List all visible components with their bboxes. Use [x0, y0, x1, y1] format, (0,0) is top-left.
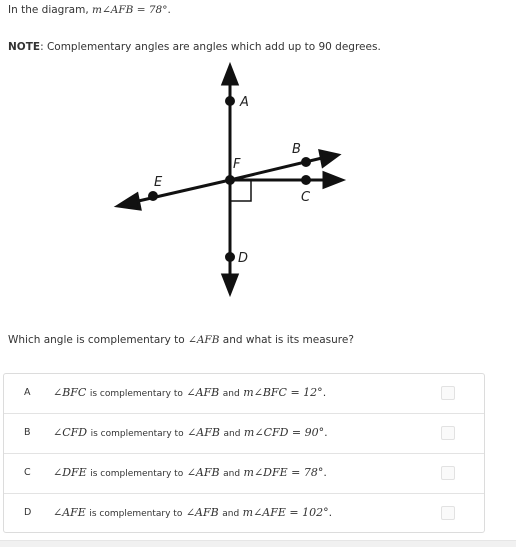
choice-and: and — [223, 429, 241, 439]
choice-ref: ∠AFB — [187, 426, 220, 439]
choice-checkbox[interactable] — [441, 426, 455, 440]
choice-measure: m∠BFC = 12° — [243, 386, 323, 399]
choice-measure: m∠DFE = 78° — [243, 466, 324, 479]
note-label: NOTE — [8, 41, 41, 53]
intro-suffix: . — [167, 4, 171, 16]
prompt-math: ∠AFB — [188, 334, 220, 346]
choice-text — [53, 426, 328, 439]
question-prompt — [8, 334, 354, 346]
choice-mid: is complementary to — [89, 389, 183, 399]
choice-d[interactable] — [4, 494, 484, 534]
arrow-e — [118, 194, 140, 209]
choice-ref: ∠AFB — [186, 386, 220, 399]
choice-checkbox[interactable] — [441, 386, 455, 400]
choice-angle: ∠CFD — [53, 426, 88, 439]
choice-ref: ∠AFB — [185, 506, 219, 519]
choice-b[interactable] — [4, 414, 484, 454]
choice-end: . — [322, 386, 327, 399]
note-text: : Complementary angles are angles which add up to 90 degrees. — [40, 41, 381, 53]
label-d: D — [238, 251, 249, 266]
choice-c[interactable] — [4, 454, 484, 494]
choice-mid: is complementary to — [90, 429, 184, 439]
label-f: F — [233, 157, 241, 172]
answer-choices — [3, 373, 485, 533]
choice-letter: A — [24, 387, 31, 398]
point-e — [148, 191, 158, 201]
choice-letter: C — [24, 467, 31, 478]
choice-checkbox[interactable] — [441, 506, 455, 520]
point-b — [301, 157, 311, 167]
intro-math: m∠AFB = 78° — [92, 4, 168, 16]
point-a — [225, 96, 235, 106]
choice-text — [53, 386, 326, 399]
choice-and: and — [222, 389, 240, 399]
choice-end: . — [324, 426, 328, 439]
label-b: B — [292, 142, 301, 157]
choice-end: . — [323, 466, 327, 479]
arrow-down — [223, 275, 237, 293]
choice-mid: is complementary to — [89, 509, 183, 519]
choice-angle: ∠BFC — [53, 386, 87, 399]
choice-and: and — [223, 469, 241, 479]
arrow-c — [324, 173, 342, 187]
choice-measure: m∠CFD = 90° — [243, 426, 325, 439]
point-f — [225, 175, 235, 185]
choice-text — [53, 506, 332, 519]
label-a: A — [240, 95, 249, 110]
label-e: E — [154, 175, 163, 190]
choice-letter: D — [24, 507, 32, 518]
prompt-prefix: Which angle is complementary to — [8, 334, 185, 346]
choice-end: . — [328, 506, 333, 519]
choice-mid: is complementary to — [90, 469, 184, 479]
choice-text — [53, 466, 327, 479]
point-c — [301, 175, 311, 185]
label-c: C — [301, 190, 311, 205]
intro-prefix: In the diagram, — [8, 4, 89, 16]
choice-ref: ∠AFB — [186, 466, 220, 479]
prompt-suffix: and what is its measure? — [222, 334, 354, 346]
choice-and: and — [222, 509, 240, 519]
choice-measure: m∠AFE = 102° — [242, 506, 329, 519]
choice-a[interactable] — [4, 374, 484, 414]
choice-angle: ∠AFE — [53, 506, 86, 519]
choice-checkbox[interactable] — [441, 466, 455, 480]
ray-fe — [134, 180, 230, 202]
choice-letter: B — [24, 427, 31, 438]
arrow-up — [223, 66, 237, 84]
point-d — [225, 252, 235, 262]
arrow-b — [320, 151, 338, 166]
choice-angle: ∠DFE — [53, 466, 87, 479]
